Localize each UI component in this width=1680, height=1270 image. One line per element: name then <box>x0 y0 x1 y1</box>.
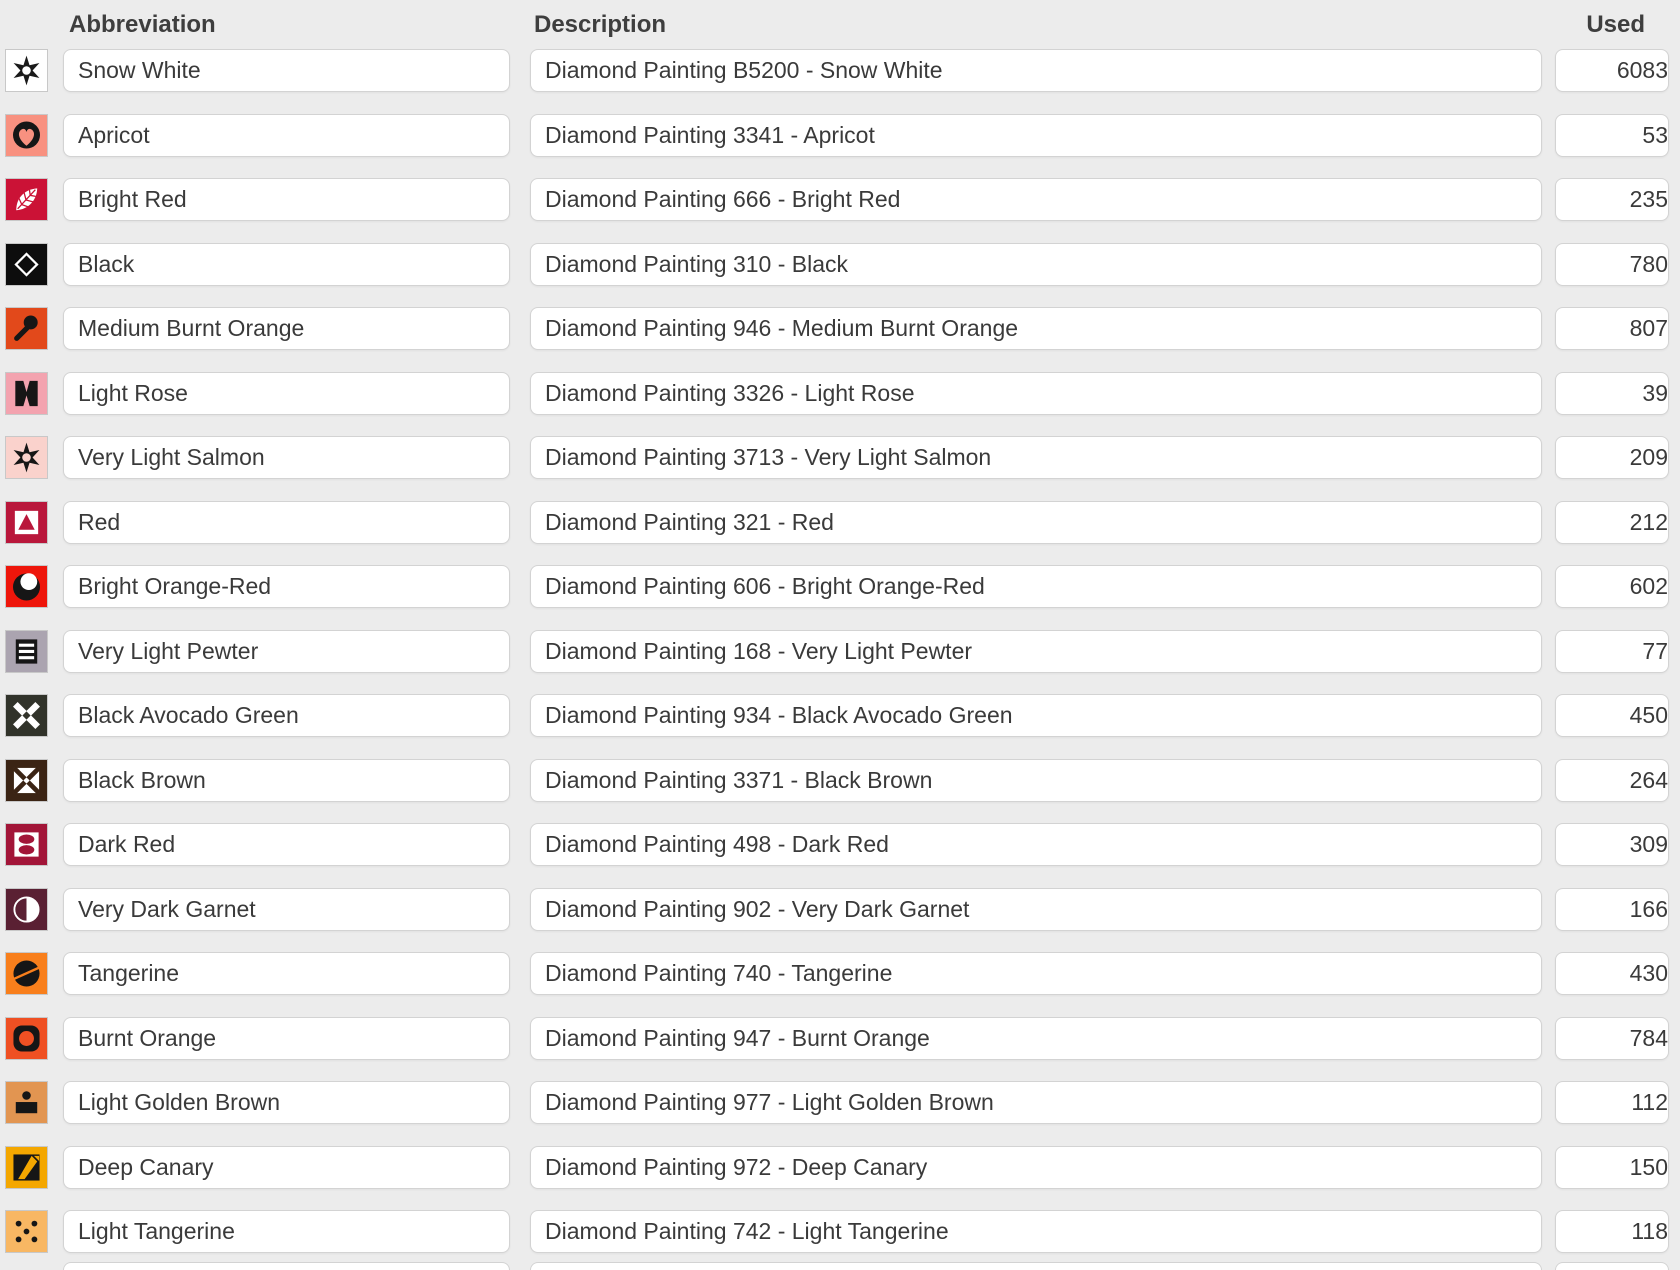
description-input[interactable] <box>530 1081 1542 1124</box>
dot-block-icon <box>6 1082 47 1123</box>
color-swatch <box>5 1081 48 1124</box>
pin-icon <box>6 308 47 349</box>
used-count-input[interactable] <box>1555 1017 1669 1060</box>
color-list <box>0 49 1680 1253</box>
description-input[interactable] <box>530 436 1542 479</box>
description-input[interactable] <box>530 49 1542 92</box>
table-row <box>0 114 1680 157</box>
table-header <box>0 0 1680 49</box>
diamond-outline-icon <box>6 244 47 285</box>
slashed-circle-icon <box>6 953 47 994</box>
used-count-input[interactable] <box>1555 1081 1669 1124</box>
color-swatch <box>5 114 48 157</box>
color-swatch <box>5 436 48 479</box>
color-swatch <box>5 49 48 92</box>
color-swatch <box>5 823 48 866</box>
ring-square-icon <box>6 1018 47 1059</box>
description-input[interactable] <box>530 952 1542 995</box>
description-input[interactable] <box>530 823 1542 866</box>
description-input[interactable] <box>530 372 1542 415</box>
color-swatch <box>5 759 48 802</box>
table-row <box>0 436 1680 479</box>
color-swatch <box>5 888 48 931</box>
color-swatch <box>5 1017 48 1060</box>
color-swatch <box>5 694 48 737</box>
description-input[interactable] <box>530 1210 1542 1253</box>
color-swatch <box>5 1146 48 1189</box>
color-swatch <box>5 307 48 350</box>
lined-square-icon <box>6 631 47 672</box>
x-square-icon <box>6 760 47 801</box>
color-swatch <box>5 1210 48 1253</box>
abbreviation-input[interactable] <box>63 565 510 608</box>
table-row <box>0 501 1680 544</box>
abbreviation-input[interactable] <box>63 114 510 157</box>
table-row <box>0 823 1680 866</box>
color-swatch <box>5 565 48 608</box>
used-count-input[interactable] <box>1555 1210 1669 1253</box>
description-input[interactable] <box>530 694 1542 737</box>
used-count-input[interactable] <box>1555 694 1669 737</box>
used-count-input[interactable] <box>1555 436 1669 479</box>
half-circle-icon <box>6 889 47 930</box>
description-input[interactable] <box>530 565 1542 608</box>
header-abbreviation: Abbreviation <box>69 10 216 38</box>
six-point-star-icon <box>6 437 47 478</box>
color-swatch <box>5 952 48 995</box>
abbreviation-input[interactable] <box>63 49 510 92</box>
abbreviation-input[interactable] <box>63 436 510 479</box>
table-row <box>0 888 1680 931</box>
table-row <box>0 49 1680 92</box>
used-count-input[interactable] <box>1555 888 1669 931</box>
abbreviation-input[interactable] <box>63 823 510 866</box>
abbreviation-input[interactable] <box>63 501 510 544</box>
table-row <box>0 1146 1680 1189</box>
abbreviation-input[interactable] <box>63 307 510 350</box>
next-row-abbreviation-peek <box>63 1262 510 1270</box>
next-row-description-peek <box>530 1262 1542 1270</box>
description-input[interactable] <box>530 888 1542 931</box>
abbreviation-input[interactable] <box>63 694 510 737</box>
double-ellipse-icon <box>6 824 47 865</box>
abbreviation-input[interactable] <box>63 1017 510 1060</box>
header-used: Used <box>1586 10 1645 38</box>
used-count-input[interactable] <box>1555 501 1669 544</box>
triangle-square-icon <box>6 502 47 543</box>
color-swatch <box>5 243 48 286</box>
abbreviation-input[interactable] <box>63 1146 510 1189</box>
used-count-input[interactable] <box>1555 372 1669 415</box>
table-row <box>0 1081 1680 1124</box>
feather-icon <box>6 179 47 220</box>
abbreviation-input[interactable] <box>63 243 510 286</box>
used-count-input[interactable] <box>1555 49 1669 92</box>
color-swatch <box>5 178 48 221</box>
description-input[interactable] <box>530 178 1542 221</box>
abbreviation-input[interactable] <box>63 1081 510 1124</box>
description-input[interactable] <box>530 630 1542 673</box>
description-input[interactable] <box>530 759 1542 802</box>
table-row <box>0 307 1680 350</box>
used-count-input[interactable] <box>1555 243 1669 286</box>
six-point-star-icon <box>6 50 47 91</box>
abbreviation-input[interactable] <box>63 888 510 931</box>
table-row <box>0 630 1680 673</box>
used-count-input[interactable] <box>1555 1146 1669 1189</box>
notched-square-icon <box>6 373 47 414</box>
description-input[interactable] <box>530 114 1542 157</box>
used-count-input[interactable] <box>1555 307 1669 350</box>
table-row <box>0 759 1680 802</box>
used-count-input[interactable] <box>1555 952 1669 995</box>
table-row <box>0 565 1680 608</box>
abbreviation-input[interactable] <box>63 372 510 415</box>
heart-in-circle-icon <box>6 115 47 156</box>
five-dots-icon <box>6 1211 47 1252</box>
table-row <box>0 952 1680 995</box>
description-input[interactable] <box>530 1146 1542 1189</box>
description-input[interactable] <box>530 501 1542 544</box>
description-input[interactable] <box>530 1017 1542 1060</box>
used-count-input[interactable] <box>1555 630 1669 673</box>
next-row-used-peek <box>1555 1262 1669 1270</box>
table-row <box>0 694 1680 737</box>
used-count-input[interactable] <box>1555 565 1669 608</box>
table-row <box>0 372 1680 415</box>
wedge-square-icon <box>6 1147 47 1188</box>
abbreviation-input[interactable] <box>63 952 510 995</box>
used-count-input[interactable] <box>1555 823 1669 866</box>
used-count-input[interactable] <box>1555 178 1669 221</box>
description-input[interactable] <box>530 243 1542 286</box>
description-input[interactable] <box>530 307 1542 350</box>
table-row <box>0 243 1680 286</box>
table-row <box>0 1210 1680 1253</box>
x-cross-icon <box>6 695 47 736</box>
color-swatch <box>5 630 48 673</box>
table-row <box>0 1017 1680 1060</box>
moon-circle-icon <box>6 566 47 607</box>
abbreviation-input[interactable] <box>63 630 510 673</box>
color-swatch <box>5 501 48 544</box>
used-count-input[interactable] <box>1555 759 1669 802</box>
table-row <box>0 178 1680 221</box>
abbreviation-input[interactable] <box>63 759 510 802</box>
header-description: Description <box>534 10 667 38</box>
abbreviation-input[interactable] <box>63 1210 510 1253</box>
color-swatch <box>5 372 48 415</box>
used-count-input[interactable] <box>1555 114 1669 157</box>
abbreviation-input[interactable] <box>63 178 510 221</box>
